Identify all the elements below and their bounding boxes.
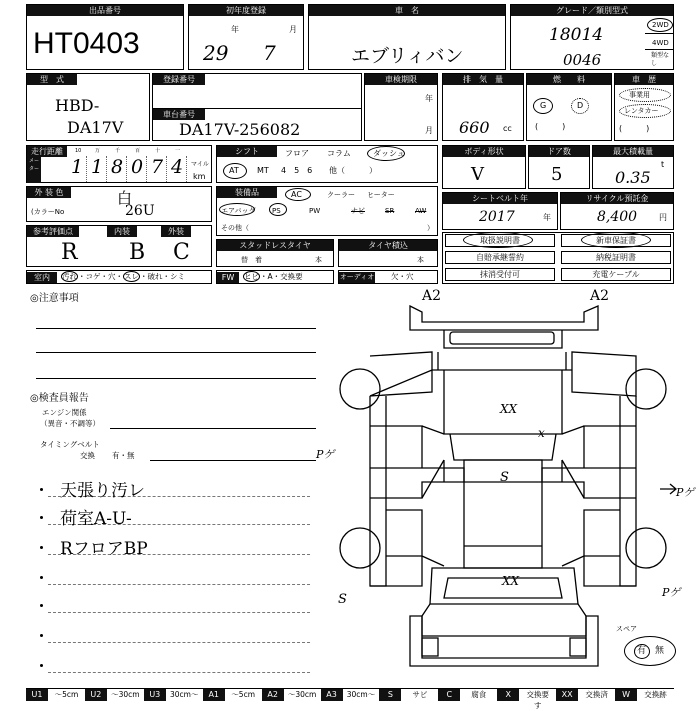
legend-desc-4: ～30cm bbox=[287, 690, 317, 699]
damage-legend bbox=[26, 688, 674, 710]
engine-label: エンジン関係 bbox=[42, 408, 87, 417]
history-other: ( ) bbox=[619, 124, 650, 133]
fw-crack: ヒビ bbox=[244, 272, 259, 281]
mileage-digit-3: 0 bbox=[131, 156, 144, 178]
mileage-separator bbox=[106, 156, 107, 182]
doc-cancel: 抹消受付可 bbox=[445, 268, 555, 281]
body-box bbox=[442, 145, 526, 189]
doc-cable: 充電ケーブル bbox=[561, 268, 671, 281]
diagram-p-right: Pゲ bbox=[676, 486, 695, 499]
belt-box bbox=[442, 192, 558, 230]
diagram-s-left: S bbox=[338, 592, 347, 607]
cabin-items: 汚れ・コゲ・穴・スレ・破れ・シミ bbox=[62, 272, 185, 281]
spare-label: スペア bbox=[616, 625, 637, 633]
mileage-separator bbox=[166, 156, 167, 182]
first-reg-year: 29 bbox=[203, 41, 229, 65]
front-left-wheel bbox=[340, 369, 380, 409]
grade-2: 0046 bbox=[563, 51, 602, 69]
cabin-item-scuff: スレ bbox=[124, 272, 139, 281]
legend-code-2: U3 bbox=[144, 689, 166, 701]
caution-title: ◎注意事項 bbox=[30, 293, 79, 304]
windshield bbox=[450, 332, 554, 344]
mileage-separator bbox=[186, 156, 187, 182]
note-line bbox=[48, 672, 310, 673]
tire-label: タイヤ積込 bbox=[339, 240, 437, 251]
type-value-2: DA17V bbox=[67, 118, 124, 137]
diagram-a2-left: A2 bbox=[422, 288, 442, 304]
legend-desc-7: 腐食 bbox=[471, 690, 487, 699]
mileage-digit-5: 4 bbox=[171, 156, 184, 178]
shift-floor: フロア bbox=[285, 149, 309, 158]
equip-pw: PW bbox=[309, 207, 321, 215]
grade-box bbox=[510, 4, 674, 70]
mileage-digit-0: 1 bbox=[71, 156, 84, 178]
note-line bbox=[48, 584, 310, 585]
equip-ps: PS bbox=[272, 207, 281, 215]
note-line bbox=[48, 612, 310, 613]
mileage-km-unit: km bbox=[193, 172, 206, 181]
hood bbox=[444, 330, 562, 348]
recycle-unit: 円 bbox=[659, 213, 667, 222]
spare-circle bbox=[624, 636, 676, 666]
history-business: 事業用 bbox=[629, 91, 650, 99]
grade-1: 18014 bbox=[549, 25, 604, 45]
type-label: 型 式 bbox=[27, 74, 77, 85]
legend-desc-9: 交換済 bbox=[585, 690, 608, 699]
diagram-a2-right: A2 bbox=[590, 288, 610, 304]
mileage-unit-4: 十 bbox=[155, 148, 161, 154]
mileage-separator bbox=[126, 156, 127, 182]
type-box bbox=[26, 73, 150, 141]
legend-desc-0: ～5cm bbox=[54, 690, 79, 699]
model-name-label: 車 名 bbox=[309, 5, 505, 16]
doors-label: ドア数 bbox=[529, 146, 589, 157]
history-label: 車 歴 bbox=[615, 74, 673, 85]
exterior-label: 外装 bbox=[161, 226, 191, 237]
shift-dash: ダッシュ bbox=[373, 149, 405, 158]
doc-tax: 納税証明書 bbox=[561, 251, 671, 264]
doc-warranty: 新車保証書 bbox=[561, 234, 671, 247]
note-bullet bbox=[40, 634, 43, 637]
rear-damage-arrow bbox=[660, 484, 676, 494]
note-line bbox=[48, 642, 310, 643]
legend-code-3: A1 bbox=[203, 689, 225, 701]
first-reg-month-unit: 月 bbox=[289, 25, 297, 34]
cabin-item-hole: 穴 bbox=[108, 272, 116, 281]
doc-liability: 自賠承継誓約 bbox=[445, 251, 555, 264]
mileage-digit-1: 1 bbox=[91, 156, 104, 178]
legend-code-8: X bbox=[497, 689, 519, 701]
mileage-box bbox=[26, 145, 212, 183]
shift-mt: MT bbox=[257, 166, 269, 175]
tire-qty: 本 bbox=[417, 256, 424, 264]
load-label: 最大積載量 bbox=[593, 146, 673, 157]
doc-manual: 取扱説明書 bbox=[445, 234, 555, 247]
fw-label: FW bbox=[217, 272, 239, 283]
note-bullet bbox=[40, 576, 43, 579]
shift-column: コラム bbox=[327, 149, 351, 158]
spare-none: 無 bbox=[655, 646, 665, 656]
note-bullet bbox=[40, 516, 43, 519]
note-bullet bbox=[40, 546, 43, 549]
inspection-label: 車検期限 bbox=[365, 74, 437, 85]
legend-code-4: A2 bbox=[262, 689, 284, 701]
diagram-s-center: S bbox=[500, 470, 509, 485]
equip-heater: ヒーター bbox=[367, 191, 395, 199]
equip-label: 装備品 bbox=[217, 187, 277, 198]
legend-code-5: A3 bbox=[321, 689, 343, 701]
cabin-label: 室内 bbox=[27, 272, 57, 283]
first-reg-label: 初年度登録 bbox=[189, 5, 303, 16]
legend-desc-6: サビ bbox=[412, 690, 428, 699]
spare-have: 有 bbox=[637, 646, 647, 656]
audio-label: オーディオ bbox=[339, 273, 375, 281]
mileage-separator bbox=[86, 156, 87, 182]
note-bullet bbox=[40, 604, 43, 607]
note-item-0: 天張り汚レ bbox=[60, 481, 145, 501]
equip-box bbox=[216, 186, 438, 236]
model-name: エブリィバン bbox=[351, 45, 464, 67]
legend-code-10: W bbox=[615, 689, 637, 701]
recycle-label: リサイクル預託金 bbox=[561, 193, 673, 204]
legend-code-1: U2 bbox=[85, 689, 107, 701]
legend-code-0: U1 bbox=[26, 689, 48, 701]
front-bumper bbox=[410, 306, 598, 330]
timing-label: タイミングベルト bbox=[40, 440, 100, 449]
interior-value: B bbox=[129, 240, 146, 265]
fuel-g: G bbox=[540, 101, 547, 110]
legend-code-6: S bbox=[379, 689, 401, 701]
legend-code-9: XX bbox=[556, 689, 578, 701]
audio-box bbox=[338, 270, 438, 284]
engine-sub: （異音・不調等） bbox=[40, 419, 100, 428]
rear-left-wheel bbox=[340, 528, 380, 568]
drive-4wd: 4WD bbox=[652, 39, 669, 47]
first-reg-year-unit: 年 bbox=[231, 25, 239, 34]
history-box bbox=[614, 73, 674, 141]
note-bullet bbox=[40, 664, 43, 667]
diagram-xx-bottom: XX bbox=[502, 574, 520, 588]
cabin-item-burn: コゲ bbox=[85, 272, 101, 281]
legend-desc-1: ～30cm bbox=[111, 690, 140, 699]
audio-missing: 欠 bbox=[391, 272, 399, 281]
damage-diagram bbox=[326, 286, 696, 676]
color-no-label: (カラーNo bbox=[31, 208, 65, 216]
type-none: 類型なし bbox=[651, 52, 670, 67]
legend-desc-8: 交換要す bbox=[526, 690, 549, 710]
cabin-box bbox=[26, 270, 212, 284]
equip-sr: SR bbox=[385, 207, 395, 215]
drive-2wd: 2WD bbox=[652, 21, 669, 29]
lot-box bbox=[26, 4, 184, 70]
mileage-unit-3: 百 bbox=[135, 148, 141, 154]
doors-value: 5 bbox=[551, 164, 563, 185]
mileage-unit-0: 10 bbox=[75, 148, 82, 154]
fw-replace: 交換要 bbox=[280, 272, 303, 281]
fuel-box bbox=[526, 73, 612, 141]
displacement-value: 660 bbox=[459, 118, 490, 137]
equip-cooler: クーラー bbox=[327, 191, 355, 199]
equip-navi: ナビ bbox=[351, 207, 365, 215]
doc-warranty-circle bbox=[581, 232, 651, 248]
mileage-label: 走行距離 bbox=[27, 146, 67, 157]
belt-label: シートベルト年 bbox=[443, 193, 557, 204]
body-label: ボディ形状 bbox=[443, 146, 525, 157]
exterior-value: C bbox=[173, 240, 190, 265]
body-value: V bbox=[471, 164, 484, 185]
front-body bbox=[370, 352, 636, 396]
legend-desc-10: 交換跡 bbox=[644, 690, 667, 699]
cabin-item-stain: シミ bbox=[170, 272, 185, 281]
diagram-p-left: Pゲ bbox=[316, 448, 335, 461]
timing-swap: 交換 bbox=[80, 451, 95, 460]
model-name-box bbox=[308, 4, 506, 70]
doc-manual-circle bbox=[463, 232, 533, 248]
equip-other: その他（ bbox=[221, 224, 249, 232]
eval-box bbox=[26, 225, 212, 267]
reg-box bbox=[152, 73, 362, 141]
displacement-unit: cc bbox=[503, 124, 512, 133]
legend-desc-5: 30cm～ bbox=[346, 690, 376, 699]
mileage-digit-4: 7 bbox=[151, 156, 164, 178]
mileage-separator bbox=[146, 156, 147, 182]
tire-box bbox=[338, 239, 438, 267]
inspection-month-unit: 月 bbox=[425, 126, 433, 135]
displacement-box bbox=[442, 73, 524, 141]
lot-number: HT0403 bbox=[33, 27, 140, 60]
shift-other: 他（ ） bbox=[329, 166, 377, 175]
legend-desc-2: 30cm～ bbox=[170, 690, 199, 699]
audio-items: 欠・穴 bbox=[391, 272, 414, 281]
diagram-x-mark: x bbox=[538, 426, 545, 440]
ext-color-label: 外 装 色 bbox=[27, 187, 71, 198]
mileage-unit-1: 万 bbox=[95, 148, 101, 154]
interior-label: 内装 bbox=[107, 226, 137, 237]
shift-box bbox=[216, 145, 438, 183]
note-bullet bbox=[40, 488, 43, 491]
ref-value: R bbox=[61, 240, 78, 265]
mileage-digit-2: 8 bbox=[111, 156, 124, 178]
recycle-value: 8,400 bbox=[597, 209, 638, 225]
ext-color-box bbox=[26, 186, 212, 222]
load-box bbox=[592, 145, 674, 189]
shift-at: AT bbox=[229, 166, 239, 175]
fuel-other: ( ) bbox=[535, 122, 566, 131]
inspection-box bbox=[364, 73, 438, 141]
first-reg-month: 7 bbox=[263, 41, 276, 65]
legend-desc-3: ～5cm bbox=[231, 690, 256, 699]
mileage-unit-5: 一 bbox=[175, 148, 181, 154]
studless-qty: 本 bbox=[315, 256, 322, 264]
reg-label: 登録番号 bbox=[153, 74, 205, 85]
front-right-wheel bbox=[626, 369, 666, 409]
shift-label: シフト bbox=[217, 146, 277, 157]
load-value: 0.35 bbox=[615, 168, 651, 187]
fuel-d: D bbox=[577, 101, 584, 110]
studless-spare: 替 着 bbox=[241, 256, 262, 264]
docs-box bbox=[442, 232, 674, 284]
legend-code-7: C bbox=[438, 689, 460, 701]
chassis-value: DA17V-256082 bbox=[179, 120, 301, 139]
ext-color: 白 bbox=[117, 189, 133, 207]
inspector-title: ◎検査員報告 bbox=[30, 393, 89, 404]
chassis-label: 車台番号 bbox=[153, 109, 205, 120]
history-rental: レンタカー bbox=[624, 107, 659, 115]
rear-right-wheel bbox=[626, 528, 666, 568]
equip-ac: AC bbox=[291, 190, 302, 199]
color-no: 26U bbox=[125, 203, 155, 219]
note-item-1: 荷室A-U- bbox=[60, 509, 132, 529]
recycle-box bbox=[560, 192, 674, 230]
lot-label: 出品番号 bbox=[27, 5, 183, 16]
fuel-label: 燃 料 bbox=[527, 74, 611, 85]
fw-items: ヒビ・A・交換要 bbox=[244, 272, 303, 281]
cabin-item-dirt: 汚れ bbox=[62, 272, 77, 281]
meter-label: メーター bbox=[27, 157, 41, 183]
fw-a: A bbox=[267, 272, 273, 281]
belt-unit: 年 bbox=[543, 213, 551, 222]
diagram-xx-top: XX bbox=[500, 402, 518, 416]
ref-label: 参考評価点 bbox=[27, 226, 79, 237]
studless-label: スタッドレスタイヤ bbox=[217, 240, 333, 251]
doors-box bbox=[528, 145, 590, 189]
audio-hole: 穴 bbox=[406, 272, 414, 281]
load-unit: t bbox=[661, 160, 665, 169]
mileage-mile-unit: マイル bbox=[191, 161, 209, 168]
grade-label: グレード／類別型式 bbox=[511, 5, 673, 16]
shift-numbers: 4 5 6 bbox=[281, 166, 313, 175]
timing-options: 有・無 bbox=[112, 451, 135, 460]
cabin-item-tear: 破れ bbox=[147, 272, 163, 281]
mileage-unit-2: 千 bbox=[115, 148, 121, 154]
inspection-year-unit: 年 bbox=[425, 94, 433, 103]
first-reg-box bbox=[188, 4, 304, 70]
fw-box bbox=[216, 270, 334, 284]
equip-aw: AW bbox=[415, 207, 427, 215]
equip-other-close: ） bbox=[427, 224, 434, 232]
equip-airbag: エアバッグ bbox=[221, 207, 256, 215]
displacement-label: 排 気 量 bbox=[443, 74, 523, 85]
belt-value: 2017 bbox=[479, 209, 515, 225]
type-value-1: HBD- bbox=[55, 96, 100, 115]
studless-box bbox=[216, 239, 334, 267]
note-item-2: RフロアBP bbox=[60, 539, 148, 559]
diagram-p-rear: Pゲ bbox=[662, 586, 681, 599]
